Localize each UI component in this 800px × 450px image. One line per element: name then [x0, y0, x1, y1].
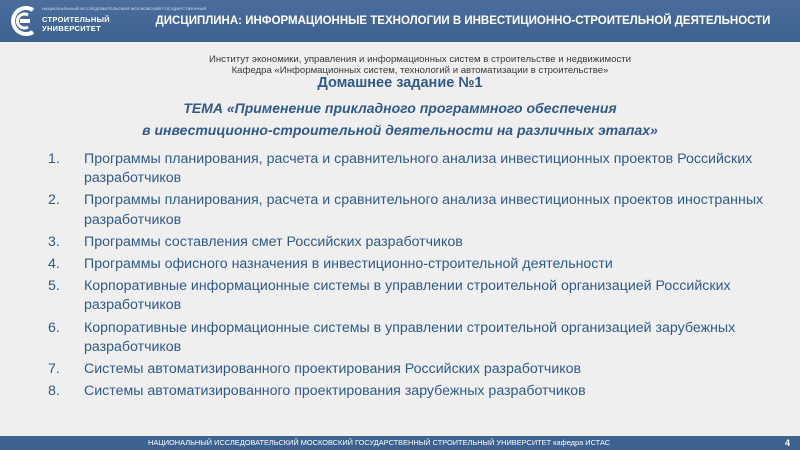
list-item: [48, 319, 764, 357]
list-item-number: 8.: [48, 383, 60, 400]
list-item-number: 2.: [48, 192, 60, 209]
homework-title: Домашнее задание №1: [317, 75, 483, 91]
homework-topic: [40, 97, 760, 141]
list-item-text: Программы офисного назначения в инвестиционно-строительной деятельности: [84, 256, 613, 273]
discipline-title: ДИСЦИПЛИНА: ИНФОРМАЦИОННЫЕ ТЕХНОЛОГИИ В ИНВЕСТИЦИОННО-СТРОИТЕЛЬНОЙ ДЕЯТЕЛЬНОСТИ: [155, 15, 771, 27]
topic-line-1: ТЕМА «Применение прикладного программного обеспечения: [183, 100, 617, 116]
footer-text: НАЦИОНАЛЬНЫЙ ИССЛЕДОВАТЕЛЬСКИЙ МОСКОВСКИЙ ГОСУДАРСТВЕННЫЙ СТРОИТЕЛЬНЫЙ УНИВЕРСИТЕТ кафедра ИСТАС: [148, 438, 611, 447]
institute-info: [120, 54, 720, 76]
task-list: [48, 150, 764, 404]
list-item-number: 6.: [48, 319, 60, 336]
list-item-text: Программы составления смет Российских разработчиков: [84, 233, 463, 250]
university-logo-icon: [6, 4, 38, 38]
list-item: [48, 150, 764, 188]
list-item: [48, 382, 764, 401]
list-item-text: Программы планирования, расчета и сравнительного анализа инвестиционных проектов Российских разработчиков: [84, 151, 753, 187]
list-item-text: Корпоративные информационные системы в управлении строительной организацией зарубежных разработчиков: [84, 319, 736, 355]
list-item-number: 4.: [48, 256, 60, 273]
list-item-text: Программы планирования, расчета и сравнительного анализа инвестиционных проектов иностранных разработчиков: [84, 192, 764, 228]
list-item-number: 1.: [48, 151, 60, 167]
list-item-number: 7.: [48, 361, 60, 378]
logo-caption: НАЦИОНАЛЬНЫЙ ИССЛЕДОВАТЕЛЬСКИЙ МОСКОВСКИЙ ГОСУДАРСТВЕННЫЙ: [42, 6, 207, 11]
list-item: [48, 360, 764, 379]
list-item-text: Системы автоматизированного проектирования Российских разработчиков: [84, 361, 582, 378]
list-item-text: Системы автоматизированного проектирования зарубежных разработчиков: [84, 383, 586, 400]
header-bar: [0, 0, 800, 42]
list-item-text: Корпоративные информационные системы в управлении строительной организацией Российских разработчиков: [84, 278, 731, 314]
topic-line-2: в инвестиционно-строительной деятельности на различных этапах»: [142, 122, 658, 138]
list-item: [48, 255, 764, 274]
logo-name-line1: СТРОИТЕЛЬНЫЙ: [42, 15, 110, 24]
list-item: [48, 277, 764, 315]
list-item: [48, 191, 764, 229]
list-item-number: 5.: [48, 278, 60, 295]
institute-name: Институт экономики, управления и информационных систем в строительстве и недвижимости: [208, 54, 632, 65]
university-logo[interactable]: [6, 4, 207, 38]
logo-name-line2: УНИВЕРСИТЕТ: [42, 24, 101, 33]
footer-bar: [0, 436, 800, 450]
page-number: 4: [784, 438, 790, 448]
department-name: Кафедра «Информационных систем, технологий и автоматизации в строительстве»: [231, 65, 609, 76]
list-item: [48, 233, 764, 252]
list-item-number: 3.: [48, 233, 60, 250]
